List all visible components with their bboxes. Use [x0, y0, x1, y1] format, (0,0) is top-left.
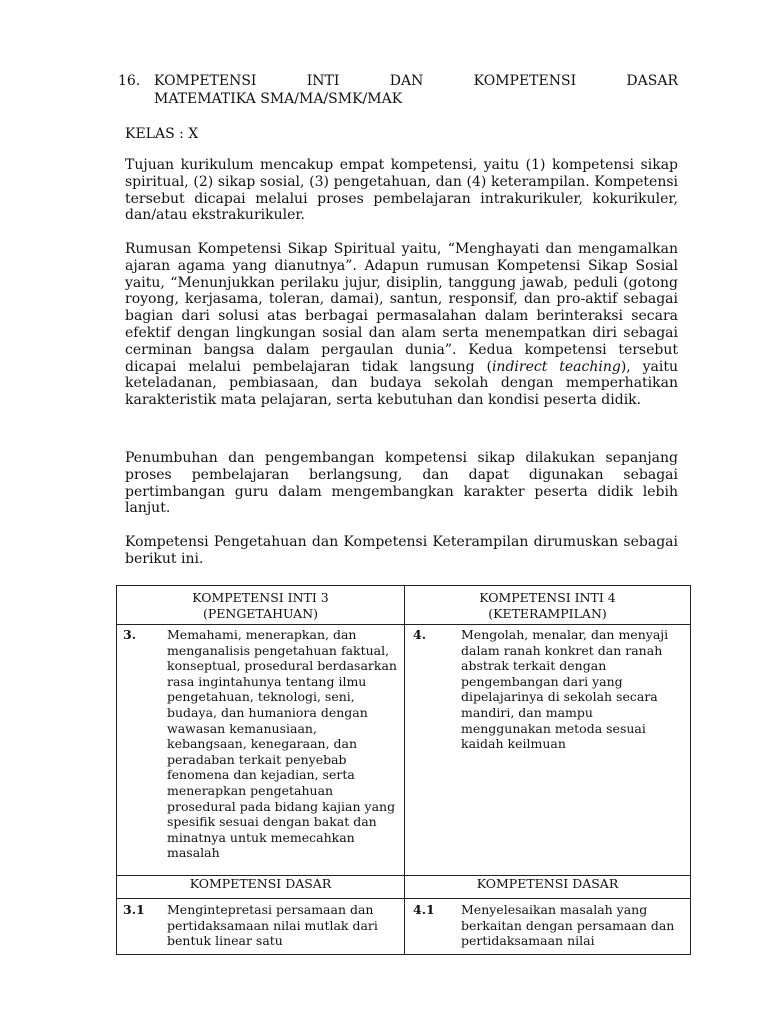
paragraph-attitude-competence — [125, 241, 678, 409]
kd41-text: Menyelesaikan masalah yang berkaitan dengan persamaan dan pertidaksamaan nilai — [461, 902, 675, 949]
kd-header-left: KOMPETENSI DASAR — [117, 876, 405, 899]
ki4-header-subtitle: (KETERAMPILAN) — [488, 605, 607, 621]
heading-title: KOMPETENSI INTI DAN KOMPETENSI DASAR — [154, 73, 678, 89]
ki3-number: 3. — [123, 627, 137, 642]
paragraph-text: Rumusan Kompetensi Sikap Spiritual yaitu, “Menghayati dan mengamalkan ajaran agama yang dianutnya”. Adapun rumusan Kompetensi Sikap Sosial yaitu, “Menunjukkan perilaku jujur, disiplin, tanggung jawab, peduli (gotong royong, kerjasama, toleran, damai), santun, responsif, dan pro-aktif sebagai bagian dari solusi atas berbagai permasalahan dalam berinteraksi secara efektif dengan lingkungan sosial dan alam serta menempatkan diri sebagai cerminan bangsa dalam pergaulan dunia”. Kedua kompetensi tersebut dicapai melalui pembelajaran tidak langsung ( — [125, 241, 678, 375]
section-heading — [118, 72, 678, 108]
kd-header-right: KOMPETENSI DASAR — [405, 876, 691, 899]
ki3-header — [117, 586, 405, 625]
kd31-text: Mengintepretasi persamaan dan pertidaksamaan nilai mutlak dari bentuk linear satu — [167, 902, 378, 949]
ki4-text: Mengolah, menalar, dan menyaji dalam ranah konkret dan ranah abstrak terkait dengan pengembangan dari yang dipelajarinya di sekolah secara mandiri, dan mampu menggunakan metoda sesuai kaidah keilmuan — [461, 627, 669, 752]
ki3-cell — [117, 625, 405, 876]
kd41-number: 4.1 — [413, 902, 435, 917]
kd31-cell — [117, 899, 405, 955]
ki3-text: Memahami, menerapkan, dan menganalisis pengetahuan faktual, konseptual, prosedural berdasarkan rasa ingintahunya tentang ilmu pengetahuan, teknologi, seni, budaya, dan humaniora dengan wawasan kemanusiaan, kebangsaan, kenegaraan, dan peradaban terkait penyebab fenomena dan kejadian, serta menerapkan pengetahuan prosedural pada bidang kajian yang spesifik sesuai dengan bakat dan minatnya untuk memecahkan masalah — [167, 627, 397, 861]
ki4-header — [405, 586, 691, 625]
paragraph-text: ), yaitu keteladanan, pembiasaan, dan budaya sekolah dengan memperhatikan karakteristik mata pelajaran, serta kebutuhan dan kondisi peserta didik. — [125, 358, 678, 409]
heading-line-1 — [118, 72, 678, 90]
paragraph-curriculum-goal: Tujuan kurikulum mencakup empat kompetensi, yaitu (1) kompetensi sikap spiritual, (2) sikap sosial, (3) pengetahuan, dan (4) keterampilan. Kompetensi tersebut dicapai melalui proses pembelajaran intrakurikuler, kokurikuler, dan/atau ekstrakurikuler. — [125, 157, 678, 224]
heading-number: 16. — [118, 73, 141, 89]
ki4-number: 4. — [413, 627, 427, 642]
italic-term: indirect teaching — [491, 358, 621, 375]
ki3-header-subtitle: (PENGETAHUAN) — [202, 605, 319, 621]
heading-line-2: MATEMATIKA SMA/MA/SMK/MAK — [154, 91, 403, 107]
ki4-cell — [405, 625, 691, 876]
kd41-cell — [405, 899, 691, 955]
class-label: KELAS : X — [125, 126, 199, 142]
ki4-header-title: KOMPETENSI INTI 4 — [479, 590, 616, 605]
kd31-number: 3.1 — [123, 902, 145, 917]
competence-table — [116, 585, 691, 955]
ki3-header-title: KOMPETENSI INTI 3 — [192, 590, 329, 605]
paragraph-competence-intro: Kompetensi Pengetahuan dan Kompetensi Keterampilan dirumuskan sebagai berikut ini. — [125, 534, 678, 567]
paragraph-attitude-development: Penumbuhan dan pengembangan kompetensi sikap dilakukan sepanjang proses pembelajaran berlangsung, dan dapat digunakan sebagai pertimbangan guru dalam mengembangkan karakter peserta didik lebih lanjut. — [125, 450, 678, 517]
